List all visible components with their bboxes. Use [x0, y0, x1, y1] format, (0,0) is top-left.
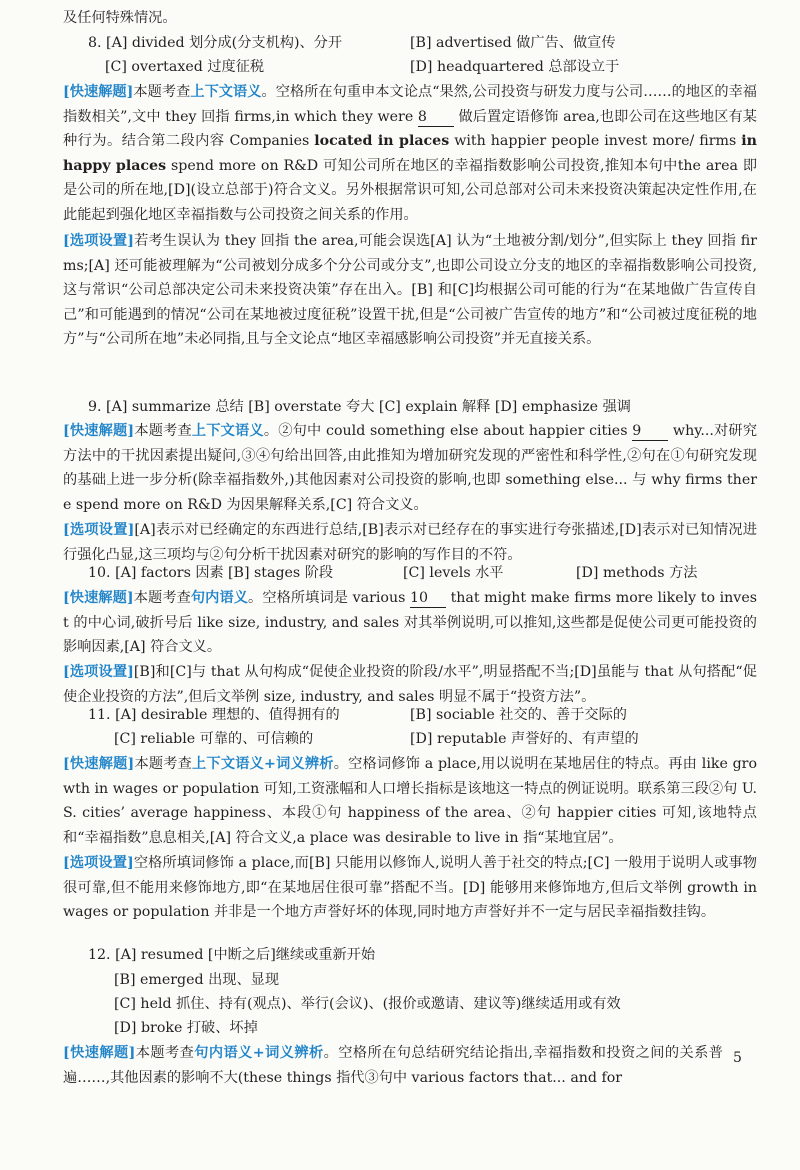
q11-options-row2: [C] reliable 可靠的、可信赖的 [D] reputable 声誉好的、有声望的: [114, 731, 639, 747]
q8-option-a: 8. [A] divided 划分成(分支机构)、分开: [88, 35, 343, 51]
q12-option-d: [D] broke 打破、坏掉: [114, 1020, 258, 1036]
q10-explanation: [快速解题]本题考查句内语义。空格所填词是 various 10 that might make firms more likely to invest 的中心词,破折号后 like size, industry, and sales 对其举例说明,可以推知,这些都是促使公司更可能投资的影响因素,[A] 符合文义。: [63, 590, 757, 656]
q11-explanation: [快速解题]本题考查上下文语义+词义辨析。空格词修饰 a place,用以说明在某地居住的特点。再由 like growth in wages or population 可知,工资涨幅和人口增长指标是该地这一特点的例证说明。联系第三段②句 U. S. cities’ average happiness、本段①句 happiness of the area、②句 happier cities 可知,该地特点和“幸福指数”息息相关,[A] 符合文义,a place was desirable to live in 指“某地宜居”。: [63, 756, 757, 846]
q8-blank: 8: [418, 108, 454, 127]
q8-options-row2: [88, 55, 758, 79]
q11-options-row1: 11. [A] desirable 理想的、值得拥有的 [B] sociable 社交的、善于交际的: [88, 707, 627, 723]
q10-options: 10. [A] factors 因素 [B] stages 阶段 [C] levels 水平 [D] methods 方法: [88, 565, 698, 581]
q8-options-row1: [88, 31, 758, 55]
q10-blank: 10: [410, 589, 446, 608]
top-line: 及任何特殊情况。: [63, 10, 177, 26]
page-number: 5: [733, 1050, 742, 1066]
q8-option-c: [C] overtaxed 过度征税: [105, 59, 265, 75]
q8-jt-tag: [快速解题]: [63, 84, 134, 100]
q8-explanation: [快速解题]本题考查上下文语义。空格所在句重申本文论点“果然,公司投资与研发力度与公司……的地区的幸福指数相关”,文中 they 回指 firms,in which they were 8 做后置定语修饰 area,也即公司在这些地区有某种行为。结合第二段内容 Companies located in places with happier people invest more/ firms in happy places spend more on R&D 可知公司所在地区的幸福指数影响公司投资,推知本句中the area 即是公司的所在地,[D](设立总部于)符合文义。另外根据常识可知,公司总部对公司未来投资决策起决定性作用,在此能起到强化地区幸福指数与公司投资之间关系的作用。: [63, 84, 758, 223]
q8-option-analysis: [选项设置]若考生误认为 they 回指 the area,可能会误选[A] 认为“土地被分割/划分”,但实际上 they 回指 firms;[A] 还可能被理解为“公司被划分成多个分公司或分支”,也即公司设立分支的地区的幸福指数影响公司投资,这与常识“公司总部决定公司未来投资决策”存在出入。[B] 和[C]均根据公司可能的行为“在某地做广告宣传自己”和可能遇到的情况“公司在某地被过度征税”设置干扰,但是“公司被广告宣传的地方”和“公司被过度征税的地方”与“公司所在地”未必同指,且与全文论点“地区幸福感影响公司投资”并无直接关系。: [63, 233, 757, 348]
q9-options: 9. [A] summarize 总结 [B] overstate 夸大 [C] explain 解释 [D] emphasize 强调: [88, 399, 631, 415]
q9-option-analysis: [选项设置][A]表示对已经确定的东西进行总结,[B]表示对已经存在的事实进行夸张描述,[D]表示对已知情况进行强化凸显,这三项均与②句分析干扰因素对研究的影响的写作目的不符。: [63, 522, 757, 563]
q10-option-analysis: [选项设置][B]和[C]与 that 从句构成“促使企业投资的阶段/水平”,明显搭配不当;[D]虽能与 that 从句搭配“促使企业投资的方法”,但后文举例 size, industry, and sales 明显不属于“投资方法”。: [63, 664, 757, 705]
q12-option-c: [C] held 抓住、持有(观点)、举行(会议)、(报价或邀请、建议等)继续适用或有效: [114, 996, 621, 1012]
q8-option-d: [D] headquartered 总部设立于: [410, 59, 620, 75]
q9-blank: 9: [632, 422, 668, 441]
q8-op-tag: [选项设置]: [63, 233, 134, 249]
q12-option-b: [B] emerged 出现、显现: [114, 972, 280, 988]
q11-option-analysis: [选项设置]空格所填词修饰 a place,而[B] 只能用以修饰人,说明人善于社交的特点;[C] 一般用于说明人或事物很可靠,但不能用来修饰地方,即“在某地居住很可靠”搭配不当。[D] 能够用来修饰地方,但后文举例 growth in wages or population 并非是一个地方声誉好坏的体现,同时地方声誉好并不一定与居民幸福指数挂钩。: [63, 855, 757, 921]
q8-option-b: [B] advertised 做广告、做宣传: [410, 35, 616, 51]
q9-explanation: [快速解题]本题考查上下文语义。②句中 could something else about happier cities 9 why...对研究方法中的干扰因素提出疑问,③④句给出回答,由此推知为增加研究发现的严密性和科学性,②句在①句研究发现的基础上进一步分析(除幸福指数外,)其他因素对公司投资的影响,也即 something else... 与 why firms there spend more on R&D 为因果解释关系,[C] 符合文义。: [63, 423, 758, 513]
q12-explanation: [快速解题]本题考查句内语义+词义辨析。空格所在句总结研究结论指出,幸福指数和投资之间的关系普遍……,其他因素的影响不大(these things 指代③句中 various factors that... and for: [63, 1045, 723, 1086]
q12-option-a: 12. [A] resumed [中断之后]继续或重新开始: [88, 947, 376, 963]
